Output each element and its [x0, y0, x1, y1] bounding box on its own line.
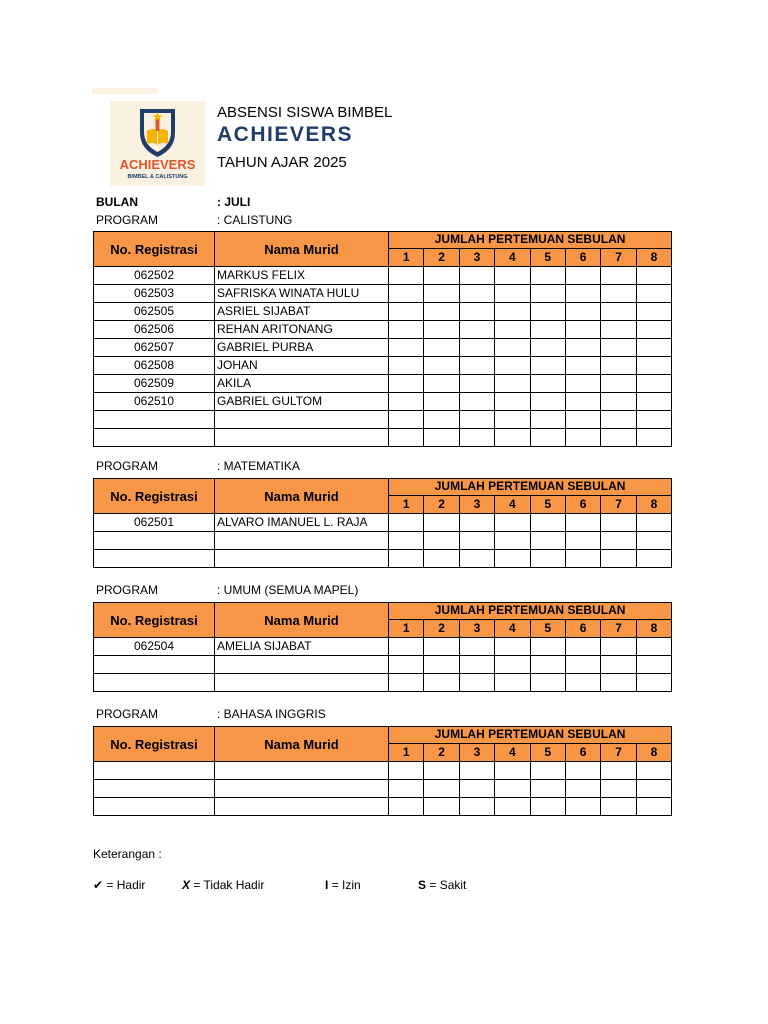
- logo-emblem-icon: [110, 101, 205, 186]
- attendance-cell[interactable]: [565, 375, 600, 393]
- logo-brand-text: ACHIEVERS: [119, 157, 196, 172]
- attendance-table-calistung: [93, 231, 672, 447]
- attendance-cell[interactable]: [495, 339, 530, 357]
- attendance-cell[interactable]: [565, 411, 600, 429]
- attendance-cell[interactable]: [636, 514, 671, 532]
- legend-item-sakit: [418, 878, 466, 892]
- attendance-cell[interactable]: [459, 429, 494, 447]
- header-meeting-8: 8: [636, 248, 671, 266]
- attendance-cell[interactable]: [389, 514, 424, 532]
- attendance-cell[interactable]: [565, 393, 600, 411]
- attendance-cell[interactable]: [565, 656, 600, 674]
- header-meeting-3: 3: [459, 743, 494, 761]
- attendance-cell[interactable]: [389, 550, 424, 568]
- attendance-cell[interactable]: [530, 339, 565, 357]
- header-meeting-5: 5: [530, 619, 565, 637]
- student-name: [215, 656, 389, 674]
- table-row: [94, 375, 672, 393]
- header-no-registrasi: No. Registrasi: [94, 603, 215, 638]
- attendance-cell[interactable]: [530, 532, 565, 550]
- attendance-cell[interactable]: [389, 357, 424, 375]
- student-name: [215, 674, 389, 692]
- table-row: [94, 550, 672, 568]
- attendance-cell[interactable]: [636, 550, 671, 568]
- attendance-cell[interactable]: [495, 638, 530, 656]
- attendance-cell[interactable]: [389, 393, 424, 411]
- attendance-cell[interactable]: [530, 357, 565, 375]
- attendance-cell[interactable]: [495, 357, 530, 375]
- attendance-cell[interactable]: [530, 429, 565, 447]
- attendance-cell[interactable]: [530, 375, 565, 393]
- attendance-cell[interactable]: [565, 762, 600, 780]
- attendance-cell[interactable]: [530, 762, 565, 780]
- table-row: [94, 357, 672, 375]
- attendance-cell[interactable]: [565, 429, 600, 447]
- legend-text: = Hadir: [106, 878, 146, 892]
- student-name: AMELIA SIJABAT: [215, 638, 389, 656]
- attendance-cell[interactable]: [424, 656, 459, 674]
- registration-number: 062508: [94, 357, 215, 375]
- attendance-cell[interactable]: [601, 638, 636, 656]
- student-name: JOHAN: [215, 357, 389, 375]
- attendance-cell[interactable]: [530, 674, 565, 692]
- attendance-cell[interactable]: [530, 780, 565, 798]
- attendance-cell[interactable]: [459, 532, 494, 550]
- student-name: AKILA: [215, 375, 389, 393]
- student-name: [215, 550, 389, 568]
- header-meeting-3: 3: [459, 619, 494, 637]
- attendance-cell[interactable]: [424, 550, 459, 568]
- header-meeting-6: 6: [565, 743, 600, 761]
- header-nama-murid: Nama Murid: [215, 479, 389, 514]
- attendance-cell[interactable]: [495, 514, 530, 532]
- attendance-cell[interactable]: [530, 550, 565, 568]
- attendance-cell[interactable]: [530, 798, 565, 816]
- attendance-cell[interactable]: [565, 674, 600, 692]
- attendance-cell[interactable]: [636, 375, 671, 393]
- attendance-cell[interactable]: [565, 321, 600, 339]
- student-name: [215, 798, 389, 816]
- header-meeting-4: 4: [495, 743, 530, 761]
- attendance-cell[interactable]: [389, 762, 424, 780]
- attendance-cell[interactable]: [530, 411, 565, 429]
- attendance-cell[interactable]: [389, 303, 424, 321]
- table-row: [94, 411, 672, 429]
- attendance-cell[interactable]: [495, 550, 530, 568]
- registration-number: [94, 798, 215, 816]
- attendance-cell[interactable]: [601, 285, 636, 303]
- title-line-2: ACHIEVERS: [217, 123, 354, 146]
- registration-number: 062509: [94, 375, 215, 393]
- header-meeting-4: 4: [495, 248, 530, 266]
- attendance-cell[interactable]: [636, 303, 671, 321]
- program-label: PROGRAM: [96, 583, 159, 597]
- attendance-cell[interactable]: [636, 267, 671, 285]
- registration-number: [94, 780, 215, 798]
- student-name: GABRIEL GULTOM: [215, 393, 389, 411]
- table-row: [94, 674, 672, 692]
- header-meeting-6: 6: [565, 619, 600, 637]
- attendance-cell[interactable]: [565, 638, 600, 656]
- attendance-cell[interactable]: [636, 780, 671, 798]
- attendance-cell[interactable]: [495, 780, 530, 798]
- attendance-cell[interactable]: [389, 321, 424, 339]
- attendance-cell[interactable]: [565, 303, 600, 321]
- legend-symbol: X: [182, 878, 191, 892]
- attendance-cell[interactable]: [601, 532, 636, 550]
- header-meeting-1: 1: [389, 495, 424, 513]
- registration-number: [94, 550, 215, 568]
- attendance-cell[interactable]: [636, 638, 671, 656]
- header-jumlah-pertemuan: JUMLAH PERTEMUAN SEBULAN: [389, 603, 672, 620]
- attendance-cell[interactable]: [424, 339, 459, 357]
- attendance-cell[interactable]: [459, 285, 494, 303]
- program-value: : BAHASA INGGRIS: [217, 707, 326, 721]
- attendance-cell[interactable]: [389, 267, 424, 285]
- attendance-cell[interactable]: [424, 514, 459, 532]
- registration-number: [94, 656, 215, 674]
- registration-number: 062510: [94, 393, 215, 411]
- attendance-cell[interactable]: [495, 674, 530, 692]
- attendance-cell[interactable]: [601, 321, 636, 339]
- attendance-cell[interactable]: [601, 375, 636, 393]
- header-jumlah-pertemuan: JUMLAH PERTEMUAN SEBULAN: [389, 479, 672, 496]
- attendance-cell[interactable]: [636, 357, 671, 375]
- attendance-cell[interactable]: [636, 762, 671, 780]
- program-label: PROGRAM: [96, 459, 159, 473]
- program-label: PROGRAM: [96, 707, 159, 721]
- attendance-cell[interactable]: [601, 762, 636, 780]
- attendance-cell[interactable]: [495, 411, 530, 429]
- attendance-cell[interactable]: [565, 267, 600, 285]
- attendance-cell[interactable]: [636, 321, 671, 339]
- header-meeting-3: 3: [459, 495, 494, 513]
- attendance-cell[interactable]: [495, 798, 530, 816]
- attendance-cell[interactable]: [389, 656, 424, 674]
- table-row: [94, 285, 672, 303]
- legend-text: = Izin: [331, 878, 361, 892]
- student-name: ALVARO IMANUEL L. RAJA: [215, 514, 389, 532]
- legend-item-izin: [325, 878, 361, 892]
- table-row: [94, 429, 672, 447]
- attendance-cell[interactable]: [636, 339, 671, 357]
- attendance-cell[interactable]: [530, 514, 565, 532]
- attendance-cell[interactable]: [636, 532, 671, 550]
- attendance-cell[interactable]: [601, 656, 636, 674]
- attendance-cell[interactable]: [495, 762, 530, 780]
- attendance-cell[interactable]: [636, 798, 671, 816]
- attendance-cell[interactable]: [601, 674, 636, 692]
- attendance-cell[interactable]: [601, 393, 636, 411]
- header-meeting-6: 6: [565, 248, 600, 266]
- program-value: : MATEMATIKA: [217, 459, 300, 473]
- attendance-cell[interactable]: [601, 411, 636, 429]
- registration-number: [94, 762, 215, 780]
- attendance-cell[interactable]: [459, 780, 494, 798]
- attendance-cell[interactable]: [601, 429, 636, 447]
- attendance-cell[interactable]: [424, 393, 459, 411]
- attendance-cell[interactable]: [424, 798, 459, 816]
- attendance-cell[interactable]: [565, 339, 600, 357]
- legend-title: Keterangan :: [93, 847, 162, 861]
- attendance-cell[interactable]: [636, 285, 671, 303]
- attendance-cell[interactable]: [530, 321, 565, 339]
- table-row: [94, 798, 672, 816]
- student-name: REHAN ARITONANG: [215, 321, 389, 339]
- attendance-cell[interactable]: [636, 411, 671, 429]
- header-meeting-6: 6: [565, 495, 600, 513]
- month-label: BULAN: [96, 195, 138, 209]
- title-line-3: TAHUN AJAR 2025: [217, 154, 347, 171]
- attendance-cell[interactable]: [459, 393, 494, 411]
- attendance-cell[interactable]: [459, 674, 494, 692]
- student-name: [215, 780, 389, 798]
- attendance-cell[interactable]: [424, 303, 459, 321]
- attendance-cell[interactable]: [389, 780, 424, 798]
- attendance-cell[interactable]: [389, 285, 424, 303]
- registration-number: 062506: [94, 321, 215, 339]
- header-no-registrasi: No. Registrasi: [94, 727, 215, 762]
- attendance-cell[interactable]: [601, 339, 636, 357]
- attendance-cell[interactable]: [389, 638, 424, 656]
- attendance-cell[interactable]: [389, 375, 424, 393]
- student-name: [215, 411, 389, 429]
- attendance-cell[interactable]: [459, 357, 494, 375]
- attendance-cell[interactable]: [389, 339, 424, 357]
- attendance-cell[interactable]: [424, 375, 459, 393]
- registration-number: 062501: [94, 514, 215, 532]
- header-meeting-5: 5: [530, 495, 565, 513]
- student-name: [215, 429, 389, 447]
- table-row: [94, 267, 672, 285]
- attendance-cell[interactable]: [565, 357, 600, 375]
- table-row: [94, 339, 672, 357]
- attendance-cell[interactable]: [565, 798, 600, 816]
- header-meeting-8: 8: [636, 743, 671, 761]
- registration-number: 062502: [94, 267, 215, 285]
- attendance-cell[interactable]: [530, 303, 565, 321]
- header-meeting-5: 5: [530, 248, 565, 266]
- table-row: [94, 514, 672, 532]
- header-meeting-8: 8: [636, 619, 671, 637]
- attendance-cell[interactable]: [565, 514, 600, 532]
- attendance-cell[interactable]: [389, 798, 424, 816]
- attendance-cell[interactable]: [424, 762, 459, 780]
- header-meeting-8: 8: [636, 495, 671, 513]
- table-row: [94, 303, 672, 321]
- header-meeting-3: 3: [459, 248, 494, 266]
- attendance-cell[interactable]: [424, 780, 459, 798]
- attendance-cell[interactable]: [424, 285, 459, 303]
- registration-number: 062505: [94, 303, 215, 321]
- attendance-cell[interactable]: [459, 375, 494, 393]
- attendance-cell[interactable]: [601, 780, 636, 798]
- attendance-cell[interactable]: [601, 267, 636, 285]
- attendance-cell[interactable]: [424, 357, 459, 375]
- header-nama-murid: Nama Murid: [215, 232, 389, 267]
- registration-number: 062504: [94, 638, 215, 656]
- attendance-cell[interactable]: [636, 674, 671, 692]
- registration-number: 062503: [94, 285, 215, 303]
- logo-tagline-text: BIMBEL & CALISTUNG: [127, 174, 188, 180]
- attendance-cell[interactable]: [601, 798, 636, 816]
- attendance-cell[interactable]: [424, 429, 459, 447]
- attendance-cell[interactable]: [565, 780, 600, 798]
- attendance-cell[interactable]: [459, 339, 494, 357]
- attendance-cell[interactable]: [530, 285, 565, 303]
- table-row: [94, 762, 672, 780]
- legend-text: = Tidak Hadir: [193, 878, 265, 892]
- header-jumlah-pertemuan: JUMLAH PERTEMUAN SEBULAN: [389, 727, 672, 744]
- attendance-cell[interactable]: [424, 267, 459, 285]
- header-meeting-7: 7: [601, 619, 636, 637]
- student-name: [215, 762, 389, 780]
- registration-number: [94, 674, 215, 692]
- registration-number: [94, 429, 215, 447]
- attendance-cell[interactable]: [459, 638, 494, 656]
- attendance-cell[interactable]: [389, 674, 424, 692]
- attendance-cell[interactable]: [636, 393, 671, 411]
- program-value: : CALISTUNG: [217, 213, 293, 227]
- student-name: MARKUS FELIX: [215, 267, 389, 285]
- student-name: ASRIEL SIJABAT: [215, 303, 389, 321]
- legend-text: = Sakit: [429, 878, 467, 892]
- attendance-cell[interactable]: [424, 411, 459, 429]
- attendance-cell[interactable]: [601, 514, 636, 532]
- header-nama-murid: Nama Murid: [215, 603, 389, 638]
- header-meeting-2: 2: [424, 495, 459, 513]
- legend-symbol: I: [325, 878, 329, 892]
- attendance-table-matematika: [93, 478, 672, 568]
- achievers-logo: [110, 101, 205, 186]
- attendance-cell[interactable]: [459, 656, 494, 674]
- header-meeting-2: 2: [424, 248, 459, 266]
- student-name: SAFRISKA WINATA HULU: [215, 285, 389, 303]
- header-meeting-1: 1: [389, 248, 424, 266]
- header-nama-murid: Nama Murid: [215, 727, 389, 762]
- attendance-cell[interactable]: [565, 550, 600, 568]
- table-row: [94, 780, 672, 798]
- attendance-table-umum: [93, 602, 672, 692]
- attendance-cell[interactable]: [459, 267, 494, 285]
- header-jumlah-pertemuan: JUMLAH PERTEMUAN SEBULAN: [389, 232, 672, 249]
- registration-number: [94, 532, 215, 550]
- table-row: [94, 638, 672, 656]
- header-meeting-4: 4: [495, 619, 530, 637]
- registration-number: 062507: [94, 339, 215, 357]
- attendance-cell[interactable]: [495, 267, 530, 285]
- program-value: : UMUM (SEMUA MAPEL): [217, 583, 359, 597]
- attendance-cell[interactable]: [459, 798, 494, 816]
- header-meeting-1: 1: [389, 619, 424, 637]
- header-meeting-7: 7: [601, 743, 636, 761]
- header-meeting-7: 7: [601, 495, 636, 513]
- attendance-cell[interactable]: [530, 656, 565, 674]
- attendance-cell[interactable]: [459, 411, 494, 429]
- attendance-cell[interactable]: [495, 375, 530, 393]
- attendance-cell[interactable]: [495, 303, 530, 321]
- attendance-cell[interactable]: [636, 656, 671, 674]
- attendance-cell[interactable]: [530, 393, 565, 411]
- attendance-cell[interactable]: [424, 532, 459, 550]
- attendance-cell[interactable]: [424, 674, 459, 692]
- attendance-cell[interactable]: [459, 303, 494, 321]
- student-name: [215, 532, 389, 550]
- attendance-cell[interactable]: [459, 514, 494, 532]
- attendance-cell[interactable]: [530, 638, 565, 656]
- attendance-cell[interactable]: [601, 303, 636, 321]
- table-row: [94, 321, 672, 339]
- header-no-registrasi: No. Registrasi: [94, 232, 215, 267]
- table-row: [94, 393, 672, 411]
- attendance-cell[interactable]: [565, 532, 600, 550]
- check-icon: ✔: [93, 878, 104, 892]
- header-meeting-1: 1: [389, 743, 424, 761]
- legend-symbol: S: [418, 878, 427, 892]
- attendance-cell[interactable]: [459, 321, 494, 339]
- attendance-cell[interactable]: [389, 429, 424, 447]
- legend-item-hadir: [93, 878, 145, 892]
- header-meeting-7: 7: [601, 248, 636, 266]
- attendance-cell[interactable]: [530, 267, 565, 285]
- attendance-cell[interactable]: [495, 429, 530, 447]
- attendance-cell[interactable]: [424, 638, 459, 656]
- registration-number: [94, 411, 215, 429]
- attendance-cell[interactable]: [636, 429, 671, 447]
- student-name: GABRIEL PURBA: [215, 339, 389, 357]
- attendance-cell[interactable]: [495, 656, 530, 674]
- attendance-cell[interactable]: [459, 762, 494, 780]
- attendance-table-bahasa-inggris: [93, 726, 672, 816]
- header-meeting-2: 2: [424, 743, 459, 761]
- table-row: [94, 656, 672, 674]
- attendance-cell[interactable]: [601, 357, 636, 375]
- attendance-cell[interactable]: [495, 321, 530, 339]
- attendance-cell[interactable]: [565, 285, 600, 303]
- header-meeting-4: 4: [495, 495, 530, 513]
- header-meeting-2: 2: [424, 619, 459, 637]
- attendance-cell[interactable]: [389, 532, 424, 550]
- title-line-1: ABSENSI SISWA BIMBEL: [217, 104, 393, 121]
- attendance-cell[interactable]: [495, 532, 530, 550]
- table-row: [94, 532, 672, 550]
- legend-item-tidak-hadir: [182, 878, 264, 892]
- month-value: : JULI: [217, 195, 251, 209]
- attendance-cell[interactable]: [389, 411, 424, 429]
- attendance-cell[interactable]: [495, 393, 530, 411]
- header-no-registrasi: No. Registrasi: [94, 479, 215, 514]
- program-label: PROGRAM: [96, 213, 159, 227]
- attendance-cell[interactable]: [495, 285, 530, 303]
- attendance-cell[interactable]: [424, 321, 459, 339]
- attendance-cell[interactable]: [601, 550, 636, 568]
- attendance-cell[interactable]: [459, 550, 494, 568]
- header-meeting-5: 5: [530, 743, 565, 761]
- sheet-tab-hint: [92, 88, 158, 94]
